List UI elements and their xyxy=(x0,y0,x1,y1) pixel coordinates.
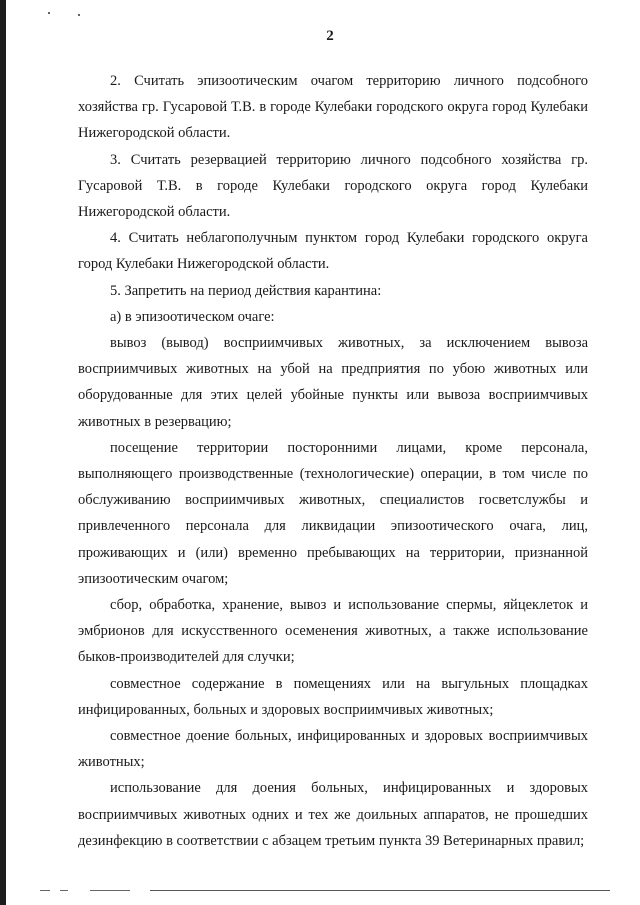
paragraph-joint-milking-ban: совместное доение больных, инфицированных и здоровых восприимчивых животных; xyxy=(78,728,588,771)
scan-bottom-edge xyxy=(150,890,610,891)
paragraph-item-4: 4. Считать неблагополучным пунктом город Кулебаки городского округа город Кулебаки Нижегородской области. xyxy=(78,230,588,273)
paragraph-subitem-a: а) в эпизоотическом очаге: xyxy=(110,308,275,325)
paragraph-removal-ban: вывоз (вывод) восприимчивых животных, за исключением вывоза восприимчивых животных на убой на предприятия по убою животных или оборудованные для этих целей убойные пункты или вывоза восприимчивых животных в резервацию; xyxy=(78,335,588,430)
paragraph-milking-equipment-ban: использование для доения больных, инфицированных и здоровых восприимчивых животных одних и тех же доильных аппаратов, не прошедших дезинфекцию в соответствии с абзацем третьим пункта 39 Ветеринарных правил; xyxy=(78,780,588,849)
paragraph-item-2: 2. Считать эпизоотическим очагом территорию личного подсобного хозяйства гр. Гусаровой Т.В. в городе Кулебаки городского округа город Кулебаки Нижегородской области. xyxy=(78,73,588,142)
paragraph-semen-ban: сбор, обработка, хранение, вывоз и использование спермы, яйцеклеток и эмбрионов для искусственного осеменения животных, а также использование быков-производителей для случки; xyxy=(78,597,588,666)
scan-artifact xyxy=(60,890,68,891)
paragraph-visit-ban: посещение территории посторонними лицами, кроме персонала, выполняющего производственные (технологические) операции, в том числе по обслуживанию восприимчивых животных, специалистов госветслужбы и привлеченного персонала для ликвидации эпизоотического очага, лиц, проживающих и (или) временно пребывающих на территории, признанной эпизоотическим очагом; xyxy=(78,439,588,587)
paragraph-item-5: 5. Запретить на период действия карантина: xyxy=(110,282,382,299)
paragraph-item-3: 3. Считать резервацией территорию личного подсобного хозяйства гр. Гусаровой Т.В. в городе Кулебаки городского округа город Кулебаки Нижегородской области. xyxy=(78,151,588,221)
document-body xyxy=(78,68,588,854)
scan-artifact xyxy=(90,890,130,891)
page-number: 2 xyxy=(326,28,334,44)
scan-edge-shadow xyxy=(0,0,6,905)
paragraph-joint-keeping-ban: совместное содержание в помещениях или на выгульных площадках инфицированных, больных и здоровых восприимчивых животных; xyxy=(78,675,588,718)
scan-speck xyxy=(78,14,80,16)
scan-speck xyxy=(48,12,50,14)
scan-artifact xyxy=(40,890,50,891)
